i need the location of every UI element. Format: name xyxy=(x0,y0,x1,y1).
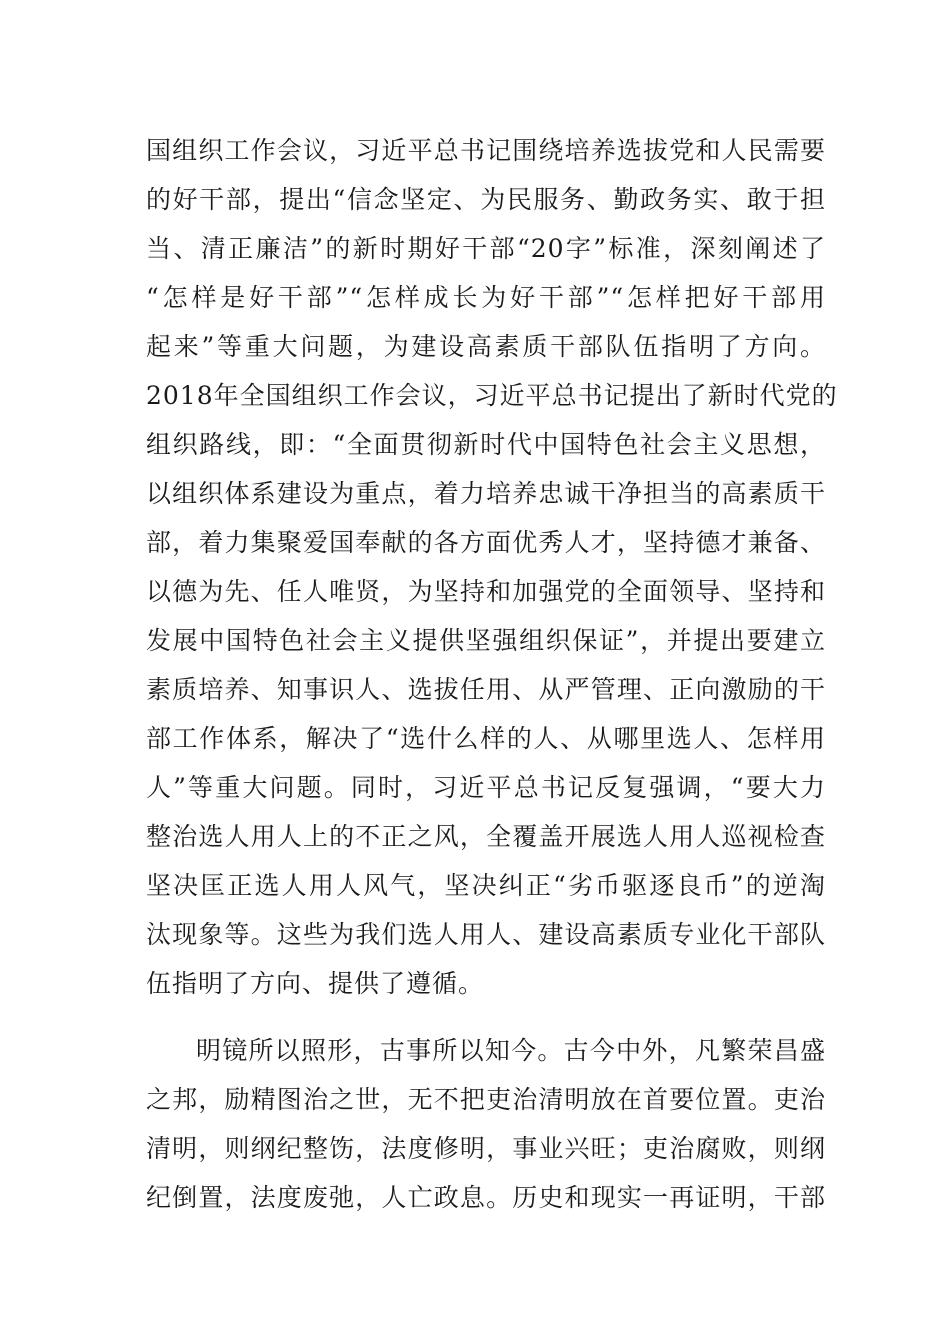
text-line: 伍指明了方向、提供了遵循。 xyxy=(146,969,485,998)
text-line: 以组织体系建设为重点，着力培养忠诚干净担当的高素质干 xyxy=(146,479,826,508)
text-line: 纪倒置，法度废弛，人亡政息。历史和现实一再证明，干部 xyxy=(146,1183,826,1212)
text-line: 人”等重大问题。同时，习近平总书记反复强调，“要大力 xyxy=(146,773,826,802)
text-line: 明镜所以照形，古事所以知今。古今中外，凡繁荣昌盛 xyxy=(196,1036,826,1065)
text-line: 当、清正廉洁”的新时期好干部“20字”标准，深刻阐述了 xyxy=(146,234,826,263)
text-line: “怎样是好干部”“怎样成长为好干部”“怎样把好干部用 xyxy=(146,283,826,312)
text-line: 部工作体系，解决了“选什么样的人、从哪里选人、怎样用 xyxy=(146,724,826,753)
text-line: 发展中国特色社会主义提供坚强组织保证”，并提出要建立 xyxy=(146,626,826,655)
text-line: 起来”等重大问题，为建设高素质干部队伍指明了方向。 xyxy=(146,332,826,361)
text-line: 之邦，励精图治之世，无不把吏治清明放在首要位置。吏治 xyxy=(146,1085,826,1114)
text-line: 2018年全国组织工作会议，习近平总书记提出了新时代党的 xyxy=(146,381,838,410)
text-line: 整治选人用人上的不正之风，全覆盖开展选人用人巡视检查 xyxy=(146,822,826,851)
text-line: 坚决匡正选人用人风气，坚决纠正“劣币驱逐良币”的逆淘 xyxy=(146,871,826,900)
text-line: 以德为先、任人唯贤，为坚持和加强党的全面领导、坚持和 xyxy=(146,577,826,606)
text-line: 组织路线，即：“全面贯彻新时代中国特色社会主义思想， xyxy=(146,430,826,459)
text-line: 清明，则纲纪整饬，法度修明，事业兴旺；吏治腐败，则纲 xyxy=(146,1134,826,1163)
text-line: 部，着力集聚爱国奉献的各方面优秀人才，坚持德才兼备、 xyxy=(146,528,826,557)
text-line: 的好干部，提出“信念坚定、为民服务、勤政务实、敢于担 xyxy=(146,185,826,214)
text-line: 素质培养、知事识人、选拔任用、从严管理、正向激励的干 xyxy=(146,675,826,704)
text-line: 汰现象等。这些为我们选人用人、建设高素质专业化干部队 xyxy=(146,920,826,949)
text-line: 国组织工作会议，习近平总书记围绕培养选拔党和人民需要 xyxy=(146,136,826,165)
